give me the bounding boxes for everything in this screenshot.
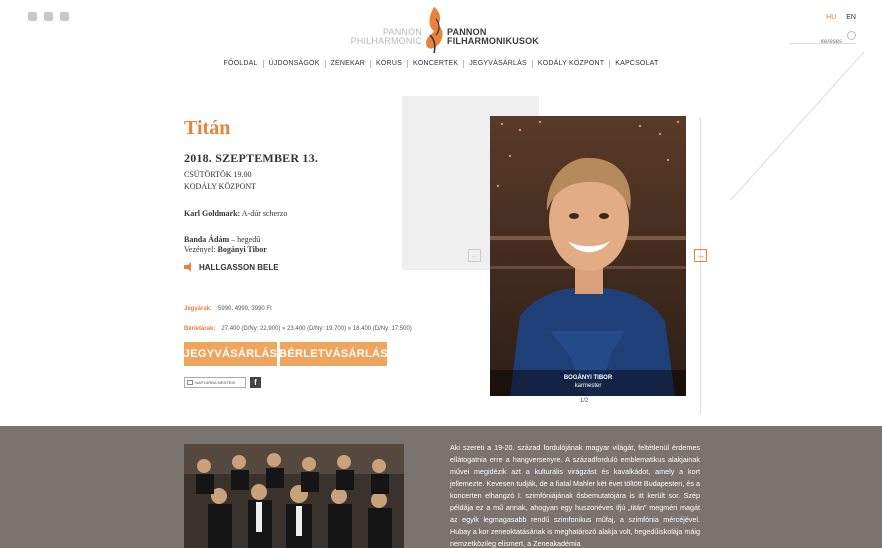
photo-caption xyxy=(490,370,686,396)
season-prices xyxy=(184,326,412,332)
slider-prev-button[interactable]: ← xyxy=(470,250,479,260)
ticket-prices xyxy=(184,306,272,312)
season-prices-label: Bérletárak: xyxy=(184,326,216,332)
logo-hu-line1: PANNON xyxy=(447,27,487,37)
orchestra-photo xyxy=(184,444,404,548)
lang-hu[interactable]: HU xyxy=(826,14,837,21)
event-date: 2018. SZEPTEMBER 13. xyxy=(184,151,319,165)
search-icon[interactable] xyxy=(847,31,856,40)
site-logo[interactable] xyxy=(350,5,539,57)
event-venue: KODÁLY KÖZPONT xyxy=(184,182,257,191)
calendar-icon xyxy=(187,380,193,385)
buy-ticket-button[interactable]: JEGYVÁSÁRLÁS xyxy=(184,342,277,366)
buy-season-ticket-button[interactable]: BÉRLETVÁSÁRLÁS xyxy=(280,342,387,366)
conductor-photo xyxy=(490,116,686,396)
listen-label: HALLGASSON BELE xyxy=(199,262,279,272)
nav-kodaly-kozpont[interactable]: KODÁLY KÖZPONT xyxy=(532,60,609,68)
ticket-prices-label: Jegyárak: xyxy=(184,306,213,312)
event-soloist xyxy=(184,235,260,244)
add-to-calendar-button[interactable] xyxy=(184,377,246,388)
logo-en-line2: PHILHARMONIC xyxy=(350,36,422,46)
orchestra-image xyxy=(184,444,404,548)
speaker-icon xyxy=(184,262,195,272)
soloist-role: – hegedű xyxy=(229,235,261,244)
calendar-label: NAPTÁRBA MENTEM xyxy=(195,380,235,385)
youtube-icon[interactable] xyxy=(44,12,53,21)
conductor-name: Bogányi Tibor xyxy=(217,245,267,254)
nav-ujdonsagok[interactable]: ÚJDONSÁGOK xyxy=(263,60,325,68)
nav-jegyvasarlas[interactable]: JEGYVÁSÁRLÁS xyxy=(463,60,532,68)
description-section xyxy=(0,426,882,548)
ticket-prices-value: 5990, 4990, 3990 Ft xyxy=(218,306,272,312)
event-description: Aki szereti a 19-20. század fordulójának magyar világát, feltétlenül érdemes ellátogatnia erre a hangversenyre. A századforduló emblematikus alakjainak művei megidézik azt a kulturális virágzást és kavalkádot, amely a kort jellemezte. Kevesen tudják, de a fiatal Mahler két évet töltött Budapesten, és a koncerten elhangzó I. szimfóniájának ősbemutatójára is itt került sor. Szép példája ez a mű annak, ahogyan egy huszonéves ifjú „titán” megméri magát az egyik legmagasabb rendű szimfonikus műfaj, a szimfónia mércéjével. Hubay a kor zeneoktatásának is meghatározó alakja volt, hegedűiskolája máig nemzetközileg elismert, a Zeneakadémia xyxy=(450,443,700,548)
event-title: Titán xyxy=(184,117,231,139)
event-day-time: CSÜTÖRTÖK 19.00 xyxy=(184,170,252,179)
program-work: A-dúr scherzo xyxy=(240,209,288,218)
slider-counter: 1/2 xyxy=(580,398,589,404)
facebook-share-icon[interactable]: f xyxy=(250,377,261,388)
listen-button[interactable] xyxy=(184,262,279,272)
logo-hu-line2: FILHARMONIKUSOK xyxy=(447,36,539,46)
slider-next-button[interactable]: → xyxy=(696,250,705,260)
language-switcher xyxy=(826,14,856,21)
nav-fooldal[interactable]: FŐOLDAL xyxy=(223,60,258,67)
caption-name: BOGÁNYI TIBOR xyxy=(563,375,613,381)
conductor-label: Vezényel: xyxy=(184,245,218,254)
soloist-name: Banda Ádám xyxy=(184,235,230,244)
nav-korus[interactable]: KÓRUS xyxy=(370,60,407,68)
logo-en-line1: PANNON xyxy=(382,27,422,37)
decorative-divider xyxy=(700,118,701,414)
logo-text-en xyxy=(351,28,422,46)
event-program xyxy=(184,209,287,218)
nav-koncertek[interactable]: KONCERTEK xyxy=(407,60,463,68)
nav-zenekar[interactable]: ZENEKAR xyxy=(325,60,370,68)
decorative-diagonal-line xyxy=(730,51,865,200)
social-links xyxy=(28,12,69,21)
program-composer: Karl Goldmark: xyxy=(184,209,241,218)
logo-emblem-icon xyxy=(420,5,448,57)
main-nav xyxy=(0,60,882,68)
logo-text-hu xyxy=(447,28,539,46)
instagram-icon[interactable] xyxy=(60,12,69,21)
season-prices-value: 27.400 (D/Ny: 22.900) » 23.400 (D/Ny: 19.700) » 18.400 (D/Ny: 17.500) xyxy=(221,326,412,332)
event-conductor xyxy=(184,245,267,254)
search-input[interactable] xyxy=(790,36,842,48)
lang-en[interactable]: EN xyxy=(846,14,856,21)
caption-role: karmester xyxy=(574,383,602,389)
search-box xyxy=(790,30,856,44)
nav-kapcsolat[interactable]: KAPCSOLAT xyxy=(609,60,663,68)
conductor-portrait-image xyxy=(490,116,686,396)
facebook-icon[interactable] xyxy=(28,12,37,21)
